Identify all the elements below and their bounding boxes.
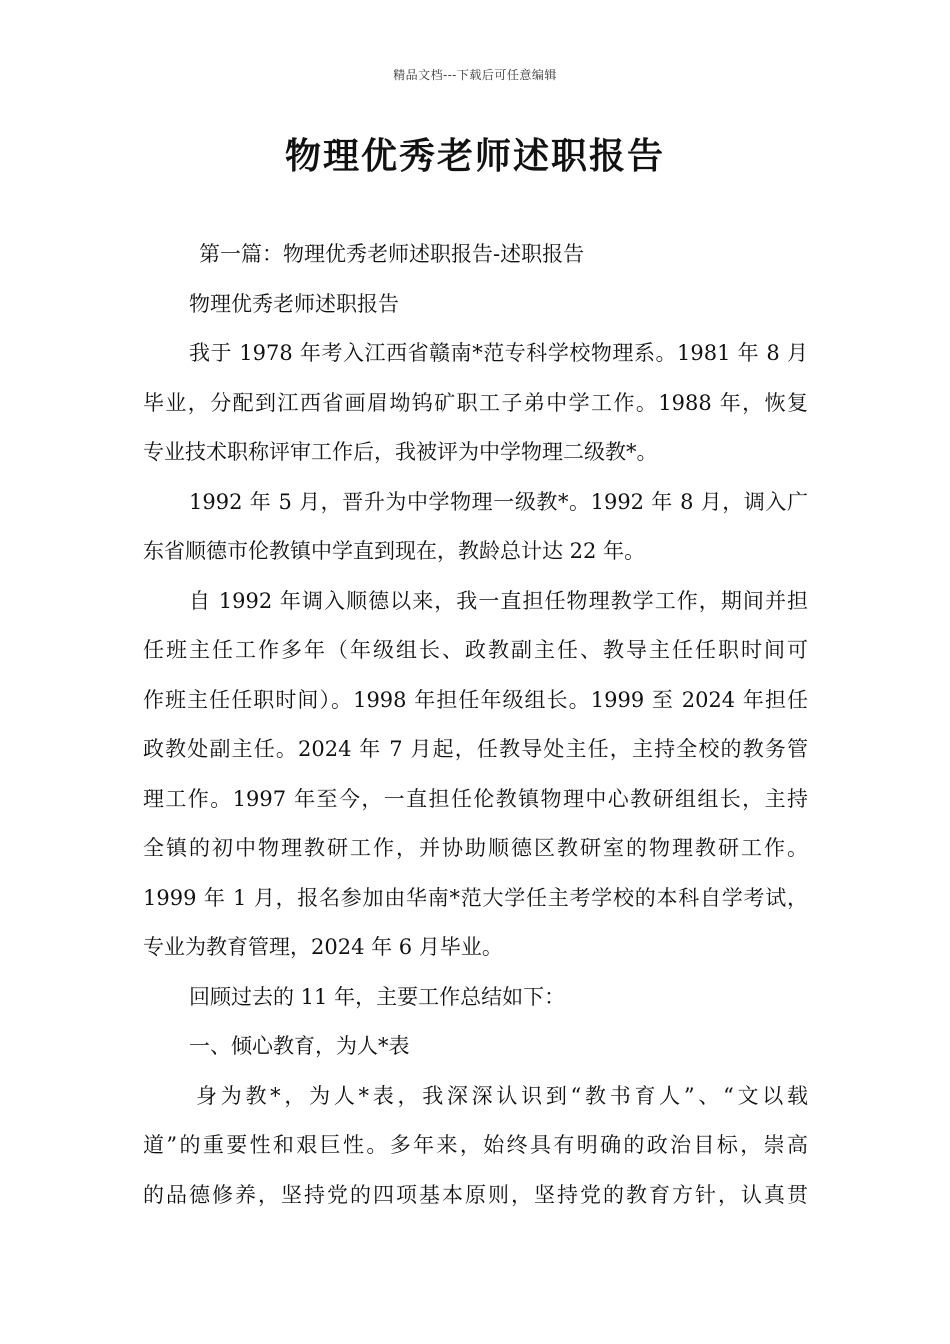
paragraph-line: 的品德修养，坚持党的四项基本原则，坚持党的教育方针，认真贯: [143, 1182, 808, 1207]
paragraph-line: 道”的重要性和艰巨性。多年来，始终具有明确的政治目标，崇高: [143, 1133, 808, 1157]
paragraph-line: 政教处副主任。2024 年 7 月起，任教导处主任，主持全校的教务管: [143, 737, 808, 761]
subtitle-line: 物理优秀老师述职报告: [189, 291, 399, 316]
paragraph-line: 东省顺德市伦教镇中学直到现在，教龄总计达 22 年。: [143, 539, 646, 563]
header-note: 精品文档---下载后可任意编辑: [393, 68, 557, 82]
paragraph-line: 身为教*，为人*表，我深深认识到“教书育人”、“文以载: [196, 1083, 808, 1108]
paragraph-line: 1999 年 1 月，报名参加由华南*范大学任主考学校的本科自学考试，: [143, 885, 808, 910]
paragraph-line: 回顾过去的 11 年，主要工作总结如下：: [189, 984, 566, 1009]
document-body: [143, 230, 808, 1220]
paragraph-line: 理工作。1997 年至今，一直担任伦教镇物理中心教研组组长，主持: [143, 786, 808, 811]
section-heading: 第一篇：物理优秀老师述职报告-述职报告: [199, 242, 585, 266]
paragraph-line: 专业技术职称评审工作后，我被评为中学物理二级教*。: [143, 440, 658, 464]
paragraph-line: 自 1992 年调入顺德以来，我一直担任物理教学工作，期间并担: [189, 588, 808, 613]
paragraph-line: 1992 年 5 月，晋升为中学物理一级教*。1992 年 8 月，调入广: [189, 489, 808, 514]
paragraph-line: 任班主任工作多年（年级组长、政教副主任、教导主任任职时间可: [143, 638, 808, 662]
paragraph-line: 全镇的初中物理教研工作，并协助顺德区教研室的物理教研工作。: [143, 836, 808, 860]
paragraph-line: 我于 1978 年考入江西省赣南*范专科学校物理系。1981 年 8 月: [189, 341, 808, 365]
paragraph-line: 毕业，分配到江西省画眉坳钨矿职工子弟中学工作。1988 年，恢复: [143, 390, 808, 415]
section-heading: 一、倾心教育，为人*表: [189, 1034, 410, 1058]
document-title: 物理优秀老师述职报告: [284, 135, 665, 177]
paragraph-line: 专业为教育管理，2024 年 6 月毕业。: [143, 935, 503, 959]
paragraph-line: 作班主任任职时间）。1998 年担任年级组长。1999 至 2024 年担任: [143, 687, 808, 712]
